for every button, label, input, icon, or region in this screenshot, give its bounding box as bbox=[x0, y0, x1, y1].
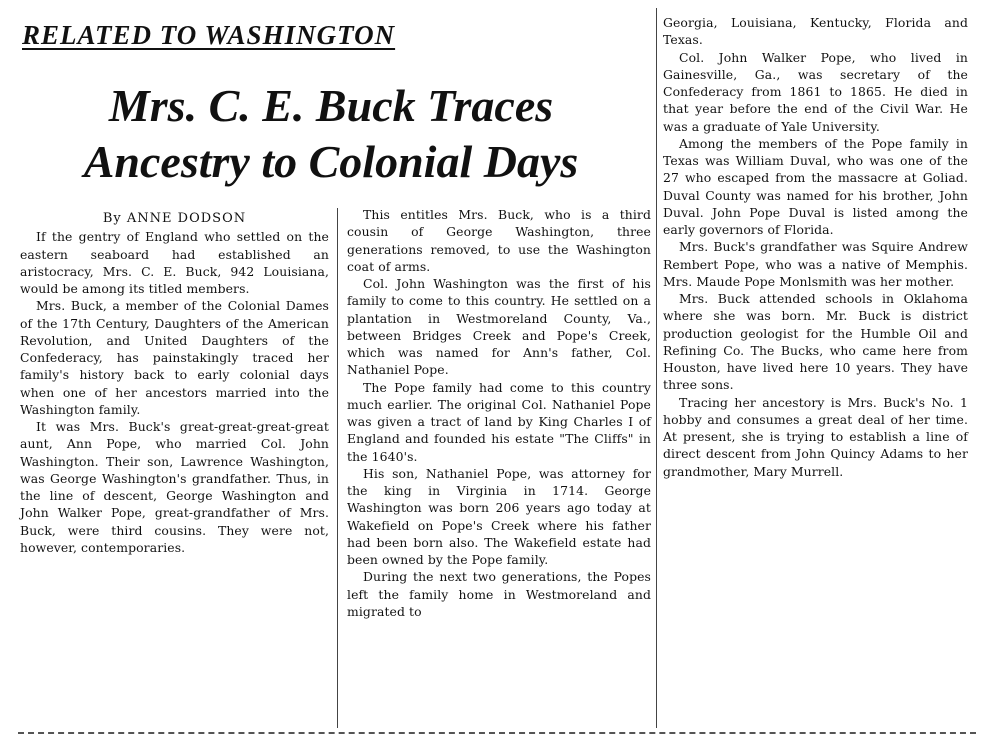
paragraph: Col. John Washington was the first of his family to come to this country. He settled on a plantation in Westmoreland County, Va., between Bridges Creek and Pope's Creek, which was named for Ann's father, Col. Nathaniel Pope. bbox=[347, 276, 651, 378]
headline-line-2: Ancestry to Colonial Days bbox=[83, 136, 579, 187]
headline-line-1: Mrs. C. E. Buck Traces bbox=[108, 80, 554, 131]
article-column-2 bbox=[347, 206, 651, 620]
bottom-rule bbox=[18, 732, 976, 734]
paragraph: Mrs. Buck attended schools in Oklahoma where she was born. Mr. Buck is district production geologist for the Humble Oil and Refining Co. The Bucks, who came here from Houston, have lived here 10 years. They have three sons. bbox=[663, 291, 968, 393]
paragraph: Mrs. Buck, a member of the Colonial Dames of the 17th Century, Daughters of the American Revolution, and United Daughters of the Confederacy, has painstakingly traced her family's history back to early colonial days when one of her ancestors married into the Washington family. bbox=[20, 298, 329, 417]
paragraph: If the gentry of England who settled on the eastern seaboard had established an aristocracy, Mrs. C. E. Buck, 942 Louisiana, would be among its titled members. bbox=[20, 229, 329, 296]
paragraph: Georgia, Louisiana, Kentucky, Florida and Texas. bbox=[663, 15, 968, 48]
paragraph: Mrs. Buck's grandfather was Squire Andrew Rembert Pope, who was a native of Memphis. Mrs. Maude Pope Monlsmith was her mother. bbox=[663, 239, 968, 289]
article-column-1 bbox=[20, 210, 329, 556]
headline bbox=[0, 78, 662, 190]
paragraph: Col. John Walker Pope, who lived in Gainesville, Ga., was secretary of the Confederacy from 1861 to 1865. He died in that year before the end of the Civil War. He was a graduate of Yale University. bbox=[663, 49, 968, 134]
paragraph: During the next two generations, the Popes left the family home in Westmoreland and migrated to bbox=[347, 569, 651, 619]
paragraph: Among the members of the Pope family in Texas was William Duval, who was one of the 27 who escaped from the massacre at Goliad. Duval County was named for his brother, John Duval. John Pope Duval is listed among the early governors of Florida. bbox=[663, 135, 968, 237]
paragraph: Tracing her ancestory is Mrs. Buck's No. 1 hobby and consumes a great deal of her time. At present, she is trying to establish a line of direct descent from John Quincy Adams to her grandmother, Mary Murrell. bbox=[663, 394, 968, 479]
paragraph: His son, Nathaniel Pope, was attorney for the king in Virginia in 1714. George Washington was born 206 years ago today at Wakefield on Pope's Creek where his father had been born also. The Wakefield estate had been owned by the Pope family. bbox=[347, 465, 651, 567]
byline: By ANNE DODSON bbox=[102, 211, 247, 226]
column-divider-1 bbox=[337, 208, 338, 728]
column-divider-2 bbox=[656, 8, 657, 728]
paragraph: This entitles Mrs. Buck, who is a third cousin of George Washington, three generations removed, to use the Washington coat of arms. bbox=[347, 207, 651, 274]
paragraph: It was Mrs. Buck's great-great-great-great aunt, Ann Pope, who married Col. John Washington. Their son, Lawrence Washington, was George Washington's grandfather. Thus, in the line of descent, George Washington and John Walker Pope, great-grandfather of Mrs. Buck, were third cousins. They were not, however, contemporaries. bbox=[20, 419, 329, 555]
section-kicker: RELATED TO WASHINGTON bbox=[22, 20, 396, 50]
paragraph: The Pope family had come to this country much earlier. The original Col. Nathaniel Pope was given a tract of land by King Charles I of England and founded his estate "The Cliffs" in the 1640's. bbox=[347, 379, 651, 464]
article-column-3 bbox=[663, 14, 968, 480]
